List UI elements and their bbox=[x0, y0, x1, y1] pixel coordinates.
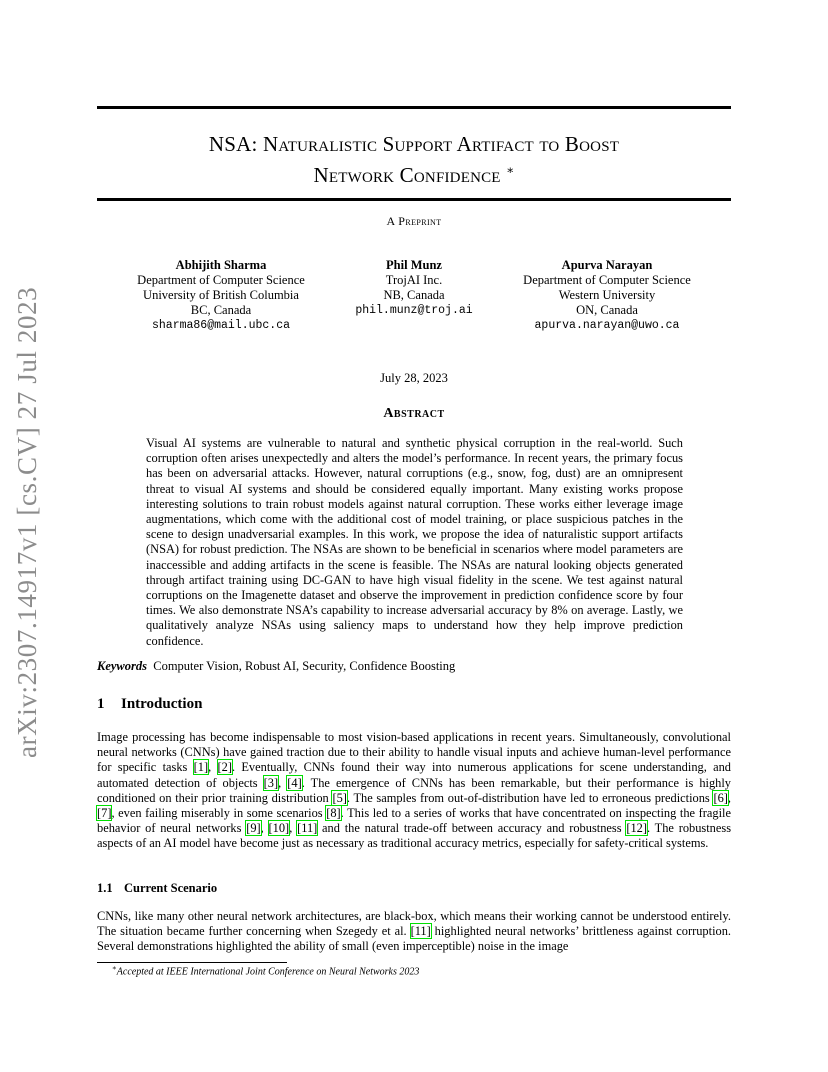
footnote-mark: ∗ bbox=[112, 964, 117, 972]
title-bottom-rule bbox=[97, 198, 731, 201]
intro-text: . This led to a series of works that have concentrated on inspecting the fragile behavior of neural networks bbox=[97, 806, 731, 836]
abstract-text: Visual AI systems are vulnerable to natural and synthetic physical corruption in the real-world. Such corruption often arises unexpectedly and alters the model’s performance. In recent years, the primary focus has been on adversarial attacks. However, natural corruptions (e.g., snow, fog, dust) are an omnipresent threat to visual AI systems and should be considered equally important. Many existing works propose interesting solutions to train robust models against natural corruption. These works either leverage image augmentations, which come with the additional cost of model training, or place suspicious patches in the scene to design unadversarial examples. In this work, we propose the idea of naturalistic support artifacts (NSA) for robust prediction. The NSAs are shown to be beneficial in scenarios where model parameters are inaccessible and adding artifacts in the scene is feasible. The NSAs are natural looking objects generated through artifact training using DC-GAN to have high visual fidelity in the scene. We test against natural corruptions on the Imagenette dataset and observe the improvement in prediction confidence score by four times. We also demonstrate NSA’s capability to increase adversarial accuracy by 8% on average. Lastly, we qualitatively analyze NSAs using saliency maps to understand how they help improve prediction confidence. bbox=[146, 436, 683, 648]
keywords-text: Computer Vision, Robust AI, Security, Confidence Boosting bbox=[153, 659, 456, 673]
author-name: Abhijith Sharma bbox=[175, 258, 267, 272]
citation-link[interactable]: [11] bbox=[297, 821, 318, 836]
footnote bbox=[112, 964, 419, 977]
subsection-title: Current Scenario bbox=[124, 881, 218, 895]
keywords-line bbox=[97, 659, 731, 674]
author-email[interactable]: sharma86@mail.ubc.ca bbox=[151, 319, 291, 332]
author-dept: TrojAI Inc. bbox=[385, 273, 443, 287]
footnote-rule bbox=[97, 962, 287, 963]
author-email[interactable]: phil.munz@troj.ai bbox=[355, 304, 473, 317]
intro-text: , bbox=[260, 821, 269, 836]
intro-text: , bbox=[289, 821, 298, 836]
title-top-rule bbox=[97, 106, 731, 109]
author-dept: Department of Computer Science bbox=[523, 273, 691, 287]
intro-paragraph bbox=[97, 730, 731, 852]
author-name: Phil Munz bbox=[386, 258, 442, 272]
author-org: Western University bbox=[558, 288, 656, 302]
section-number: 1 bbox=[97, 696, 105, 712]
section-title: Introduction bbox=[121, 696, 203, 712]
preprint-label: A Preprint bbox=[386, 214, 442, 228]
intro-text: . The emergence of CNNs has been remarkable, but their performance is highly conditioned on their prior training distribution bbox=[97, 775, 731, 805]
author-location: ON, Canada bbox=[576, 303, 638, 317]
author-block-3 bbox=[507, 258, 707, 333]
subsection-heading-current-scenario bbox=[97, 881, 217, 896]
paper-title-line-1 bbox=[97, 130, 731, 158]
arxiv-side-stamp: arXiv:2307.14917v1 [cs.CV] 27 Jul 2023 bbox=[12, 286, 42, 758]
author-name: Apurva Narayan bbox=[561, 258, 653, 272]
citation-link[interactable]: [9] bbox=[246, 821, 261, 836]
title-line-1-text: NSA: Naturalistic Support Artifact to Boost bbox=[208, 132, 620, 156]
title-line-2-text: Network Confidence bbox=[313, 163, 501, 187]
citation-link[interactable]: [8] bbox=[326, 806, 341, 821]
title-footnote-mark: ∗ bbox=[506, 163, 515, 177]
subsection-number: 1.1 bbox=[97, 881, 113, 895]
intro-text: , bbox=[208, 760, 218, 775]
author-dept: Department of Computer Science bbox=[137, 273, 305, 287]
citation-link[interactable]: [4] bbox=[287, 775, 302, 790]
intro-text: . The robustness aspects of an AI model have become just as necessary as traditional accuracy metrics, especially for safety-critical systems. bbox=[97, 821, 732, 851]
citation-link[interactable]: [6] bbox=[713, 790, 728, 805]
citation-link[interactable]: [2] bbox=[217, 760, 232, 775]
author-location: BC, Canada bbox=[190, 303, 252, 317]
citation-link[interactable]: [12] bbox=[626, 821, 647, 836]
author-org: NB, Canada bbox=[383, 288, 445, 302]
abstract-heading: Abstract bbox=[383, 406, 445, 421]
author-email[interactable]: apurva.narayan@uwo.ca bbox=[534, 319, 680, 332]
scenario-text: highlighted neural networks’ brittleness against corruption. Several demonstrations highlighted the ability of small (even imperceptible) noise in the image bbox=[97, 924, 732, 954]
citation-link[interactable]: [7] bbox=[97, 806, 112, 821]
intro-text: , even failing miserably in some scenarios bbox=[111, 806, 327, 821]
footnote-text: Accepted at IEEE International Joint Conference on Neural Networks 2023 bbox=[116, 966, 420, 978]
citation-link[interactable]: [10] bbox=[268, 821, 290, 836]
author-org: University of British Columbia bbox=[143, 288, 299, 302]
section-heading-introduction bbox=[97, 696, 202, 713]
intro-text: . Eventually, CNNs found their way into numerous applications for scene understanding, and automated detection of objects bbox=[97, 760, 731, 790]
intro-text: Image processing has become indispensable to most vision-based applications in recent years. Simultaneously, convolutional neural networks (CNNs) have gained traction due to their ability to handle visual inputs and achieve human-level performance for specific tasks bbox=[97, 730, 731, 775]
paper-date: July 28, 2023 bbox=[380, 371, 448, 385]
citation-link[interactable]: [11] bbox=[410, 924, 431, 939]
scenario-text: CNNs, like many other neural network architectures, are black-box, which means their working cannot be understood entirely. The situation became further concerning when Szegedy et al. bbox=[97, 909, 731, 939]
intro-text: and the natural trade-off between accuracy and robustness bbox=[317, 821, 627, 836]
author-block-2 bbox=[344, 258, 484, 318]
intro-text: . The samples from out-of-distribution have led to erroneous predictions bbox=[346, 790, 714, 805]
intro-text: , bbox=[727, 790, 731, 805]
keywords-label: Keywords bbox=[97, 659, 147, 673]
paper-title-line-2 bbox=[97, 156, 731, 189]
intro-text: , bbox=[278, 775, 288, 790]
citation-link[interactable]: [3] bbox=[263, 775, 279, 790]
citation-link[interactable]: [5] bbox=[332, 790, 347, 805]
scenario-paragraph bbox=[97, 909, 731, 955]
citation-link[interactable]: [1] bbox=[193, 760, 209, 775]
author-block-1 bbox=[121, 258, 321, 333]
